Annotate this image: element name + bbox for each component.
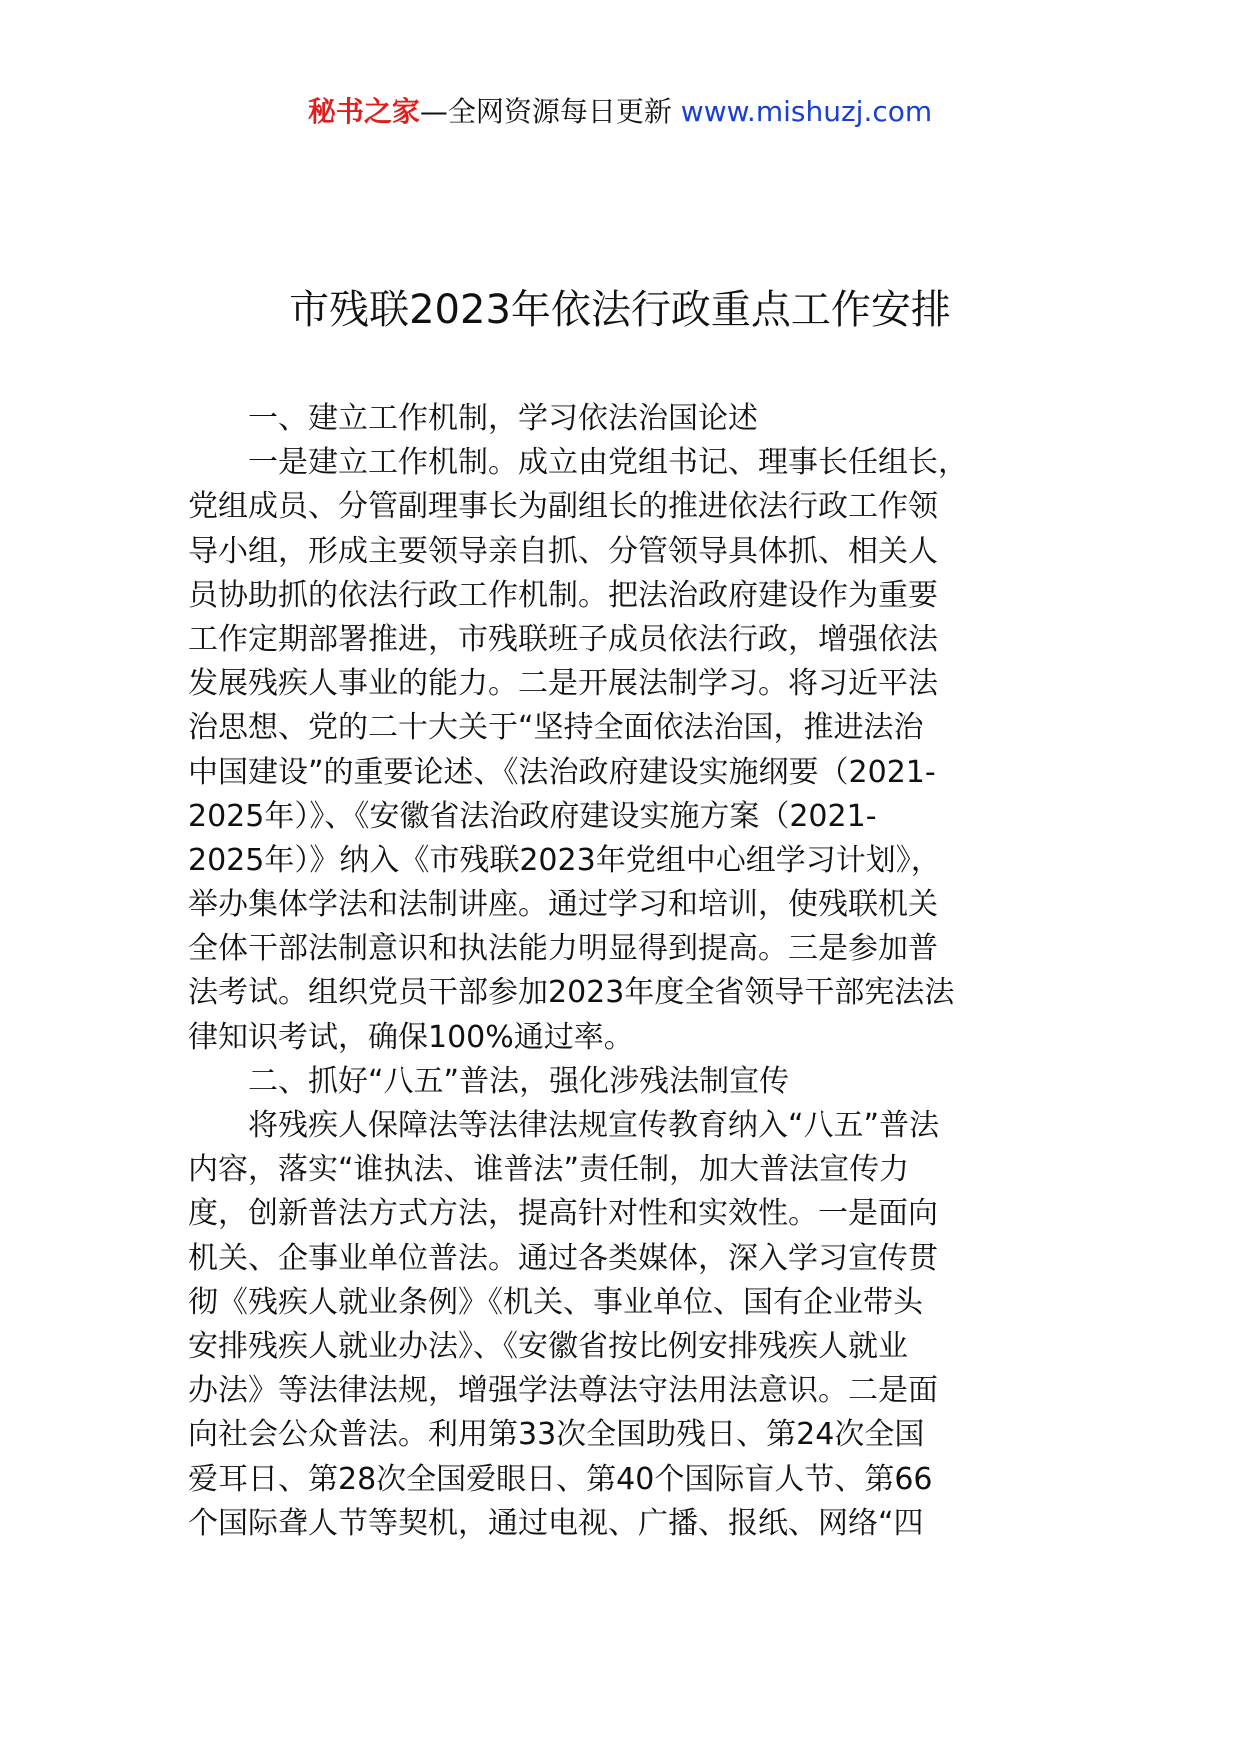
paragraph-line: 发展残疾人事业的能力。二是开展法制学习。将习近平法 <box>188 666 938 702</box>
site-header <box>0 92 1240 132</box>
paragraph-line: 导小组，形成主要领导亲自抓、分管领导具体抓、相关人 <box>188 533 938 569</box>
document-body <box>188 397 1058 1546</box>
site-url-link[interactable]: www.mishuzj.com <box>680 95 933 128</box>
paragraph-line: 彻《残疾人就业条例》《机关、事业单位、国有企业带头 <box>188 1284 923 1320</box>
paragraph-line: 安排残疾人就业办法》、《安徽省按比例安排残疾人就业 <box>188 1328 908 1364</box>
paragraph-line: 全体干部法制意识和执法能力明显得到提高。三是参加普 <box>188 931 938 967</box>
paragraph-line: 内容，落实“谁执法、谁普法”责任制，加大普法宣传力 <box>188 1152 910 1188</box>
paragraph-line: 2025年）》纳入《市残联2023年党组中心组学习计划》， <box>188 842 941 878</box>
paragraph-line: 度，创新普法方式方法，提高针对性和实效性。一是面向 <box>188 1196 938 1232</box>
paragraph-line: 员协助抓的依法行政工作机制。把法治政府建设作为重要 <box>188 577 938 613</box>
paragraph-line: 将残疾人保障法等法律法规宣传教育纳入“八五”普法 <box>248 1108 940 1143</box>
paragraph-line: 个国际聋人节等契机，通过电视、广播、报纸、网络“四 <box>188 1505 924 1541</box>
paragraph-line: 工作定期部署推进，市残联班子成员依法行政，增强依法 <box>188 621 938 657</box>
paragraph-line: 律知识考试，确保100%通过率。 <box>188 1019 634 1055</box>
site-tagline: —全网资源每日更新 <box>419 95 672 128</box>
paragraph-line: 2025年）》、《安徽省法治政府建设实施方案（2021- <box>188 798 877 834</box>
paragraph-line: 党组成员、分管副理事长为副组长的推进依法行政工作领 <box>188 489 938 525</box>
paragraph-line: 治思想、党的二十大关于“坚持全面依法治国，推进法治 <box>188 710 924 746</box>
paragraph-line: 一是建立工作机制。成立由党组书记、理事长任组长， <box>248 445 968 481</box>
site-brand: 秘书之家 <box>307 95 420 128</box>
section-heading: 二、抓好“八五”普法，强化涉残法制宣传 <box>248 1063 790 1099</box>
section-heading: 一、建立工作机制，学习依法治国论述 <box>248 401 758 436</box>
paragraph-line: 办法》等法律法规，增强学法尊法守法用法意识。二是面 <box>188 1373 938 1409</box>
paragraph-line: 举办集体学法和法制讲座。通过学习和培训，使残联机关 <box>188 887 938 923</box>
paragraph-line: 法考试。组织党员干部参加2023年度全省领导干部宪法法 <box>188 975 955 1011</box>
paragraph-line: 机关、企事业单位普法。通过各类媒体，深入学习宣传贯 <box>188 1240 938 1276</box>
paragraph-line: 向社会公众普法。利用第33次全国助残日、第24次全国 <box>188 1417 925 1453</box>
paragraph-line: 爱耳日、第28次全国爱眼日、第40个国际盲人节、第66 <box>188 1461 933 1497</box>
document-title: 市残联2023年依法行政重点工作安排 <box>289 287 951 333</box>
paragraph-line: 中国建设”的重要论述、《法治政府建设实施纲要（2021- <box>188 754 936 790</box>
